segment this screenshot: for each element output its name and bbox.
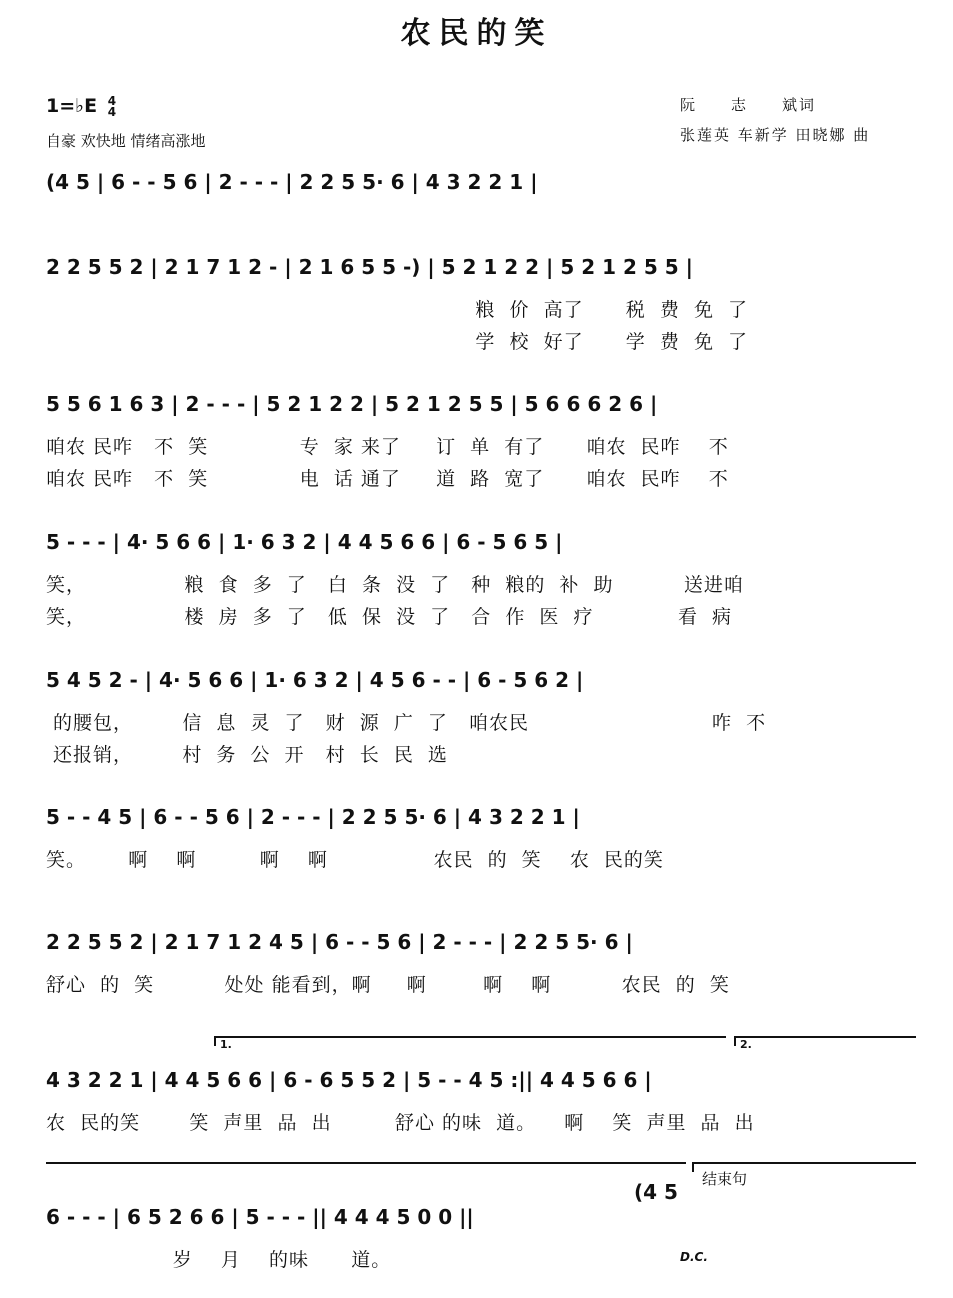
lyric-line-1: 笑， 粮 食 多 了 白 条 没 了 种 粮的 补 助 送进咱 [46,574,744,596]
volta-1-label: 1. [220,1038,232,1051]
time-bottom: 4 [107,104,117,119]
lyric-line-1: 粮 价 高了 税 费 免 了 [46,299,749,321]
lyric-line-1: 舒心 的 笑 处处 能看到，啊 啊 啊 啊 农民 的 笑 [46,974,730,996]
tempo-marking: 自豪 欢快地 情绪高涨地 [46,132,206,150]
notes-line: 6 - - - | 6 5 2 6 6 | 5 - - - || 4 4 4 5 0 0 || [46,1205,474,1229]
volta-2-label: 2. [740,1038,752,1051]
lyric-line-1: 农 民的笑 笑 声里 品 出 舒心 的味 道。 啊 笑 声里 品 出 [46,1112,755,1134]
key-label: 1=♭E [46,95,98,117]
notes-line: 5 - - - | 4· 5 6 6 | 1· 6 3 2 | 4 4 5 6 6 | 6 - 5 6 5 | [46,530,563,554]
time-top: 4 [107,93,117,108]
volta-2-bracket [734,1036,916,1051]
volta-1-bracket [214,1036,726,1051]
lyric-line-1: 的腰包， 信 息 灵 了 财 源 广 了 咱农民 咋 不 [46,712,767,734]
lyric-line-2: 笑， 楼 房 多 了 低 保 没 了 合 作 医 疗 看 病 [46,606,733,628]
notes-line: 2 2 5 5 2 | 2 1 7 1 2 - | 2 1 6 5 5 -) | 5 2 1 2 2 | 5 2 1 2 5 5 | [46,255,693,279]
time-signature [107,93,117,119]
da-capo-mark: D.C. [680,1250,708,1264]
lyric-line-1: 咱农 民咋 不 笑 专 家 来了 订 单 有了 咱农 民咋 不 [46,436,729,458]
composer-credit: 张莲英 车新学 田晓娜 曲 [680,126,871,144]
notes-line: 4 3 2 2 1 | 4 4 5 6 6 | 6 - 6 5 5 2 | 5 - - 4 5 :|| 4 4 5 6 6 | [46,1068,652,1092]
ending-label: 结束句 [702,1170,748,1188]
key-signature [46,95,116,118]
lyricist-credit: 阮 志 斌词 [680,96,817,114]
lyric-line-1: 笑。 啊 啊 啊 啊 农民 的 笑 农 民的笑 [46,849,664,871]
song-title: 农民的笑 [400,16,553,51]
lyric-line-2: 还报销， 村 务 公 开 村 长 民 选 [46,744,448,766]
repeat-bracket [46,1162,686,1172]
lyric-line-1: 岁 月 的味 道。 [46,1249,392,1271]
notes-line: 2 2 5 5 2 | 2 1 7 1 2 4 5 | 6 - - 5 6 | 2 - - - | 2 2 5 5· 6 | [46,930,633,954]
notes-line: 5 - - 4 5 | 6 - - 5 6 | 2 - - - | 2 2 5 5· 6 | 4 3 2 2 1 | [46,805,580,829]
notes-line: 5 5 6 1 6 3 | 2 - - - | 5 2 1 2 2 | 5 2 1 2 5 5 | 5 6 6 6 2 6 | [46,392,658,416]
pickup-notes: (4 5 [634,1180,678,1204]
notes-line: 5 4 5 2 - | 4· 5 6 6 | 1· 6 3 2 | 4 5 6 - - | 6 - 5 6 2 | [46,668,584,692]
lyric-line-2: 咱农 民咋 不 笑 电 话 通了 道 路 宽了 咱农 民咋 不 [46,468,729,490]
lyric-line-2: 学 校 好了 学 费 免 了 [46,331,749,353]
notes-line: (4 5 | 6 - - 5 6 | 2 - - - | 2 2 5 5· 6 | 4 3 2 2 1 | [46,170,538,194]
